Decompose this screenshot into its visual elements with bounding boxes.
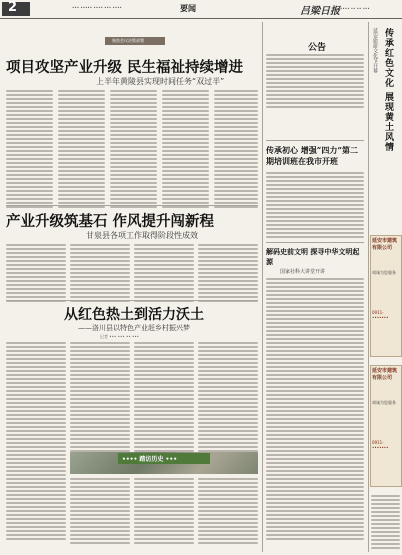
date-line: •••• •• •• ••• (340, 6, 370, 11)
story5-subheadline: 国家社科大讲堂开讲 (280, 269, 326, 275)
divider-story4 (266, 242, 364, 243)
masthead-strap: ••• ••••• •••• ••• •••• (72, 5, 122, 10)
divider-story2 (6, 300, 258, 301)
sidebar-vertical-sub: 延安旅游文化节开幕 (372, 28, 378, 73)
story3-body-col3 (134, 342, 194, 462)
story3-body-col4b (198, 478, 258, 546)
sidebar-ad2-title: 延安市建筑有限公司 (372, 368, 398, 381)
notice-body (266, 54, 364, 110)
sidebar-ad1-body: 竭诚为您服务 (372, 270, 396, 275)
masthead (0, 0, 402, 18)
story3-body-col2 (70, 342, 130, 462)
story1-body-col4 (162, 90, 209, 210)
sidebar-divider (368, 22, 369, 552)
section-name: 要闻 (180, 4, 196, 13)
section-kicker: 聚焦会议决策部署 (112, 38, 144, 43)
sidebar-ad1 (370, 235, 402, 357)
story2-body-col4 (198, 244, 258, 304)
sidebar-bottom-text (371, 495, 400, 551)
story2-headline: 产业升级筑基石 作风提升闯新程 (6, 213, 215, 230)
paper-name: 吕梁日报 (300, 6, 340, 17)
sidebar-vertical-title: 传承红色文化 展现黄土风情 (383, 28, 393, 153)
story4-headline: 传承初心 增强“四力”第二期培训班在我市开班 (266, 145, 358, 166)
story3-byline: 记者 ••• ••• •• ••• (100, 334, 140, 339)
story3-body-col4 (198, 342, 258, 462)
divider-notice (266, 140, 364, 141)
story5-headline: 解码史前文明 探寻中华文明起源 (266, 247, 360, 266)
story3-body-col1 (6, 342, 66, 542)
sidebar-ad2 (370, 365, 402, 487)
story2-subheadline: 甘泉县各项工作取得阶段性成效 (86, 231, 198, 240)
story2-body-col2 (70, 244, 130, 304)
story1-subheadline: 上半年黄陵县实现时间任务“双过半” (96, 77, 225, 86)
story5-body (266, 278, 364, 542)
story4-body (266, 172, 364, 240)
story3-body-col3b (134, 478, 194, 546)
sidebar-ad2-phone: 0911-••••••• (372, 440, 389, 450)
story1-body-col2 (58, 90, 105, 210)
story2-body-col3 (134, 244, 194, 304)
story1-body-col3 (110, 90, 157, 210)
story2-body-col1 (6, 244, 66, 304)
story1-body-col1 (6, 90, 53, 210)
notice-title: 公告 (308, 43, 327, 53)
sidebar-ad1-title: 延安市建筑有限公司 (372, 238, 398, 251)
sidebar-ad1-phone: 0911-••••••• (372, 310, 389, 320)
story1-headline: 项目攻坚产业升级 民生福祉持续增进 (6, 59, 244, 76)
sidebar-ad2-body: 竭诚为您服务 (372, 400, 396, 405)
divider-story1 (6, 205, 258, 206)
story1-body-col5 (214, 90, 258, 210)
banner-label: •••• 踏访历史 ••• (122, 456, 178, 463)
story3-body-col2b (70, 478, 130, 546)
page-number: 2 (8, 0, 18, 15)
story3-subheadline: ——洛川县以特色产业赶乡村振兴梦 (78, 324, 190, 332)
column-divider (262, 22, 263, 552)
masthead-rule (0, 18, 402, 19)
story3-headline: 从红色热土到活力沃土 (64, 307, 204, 323)
